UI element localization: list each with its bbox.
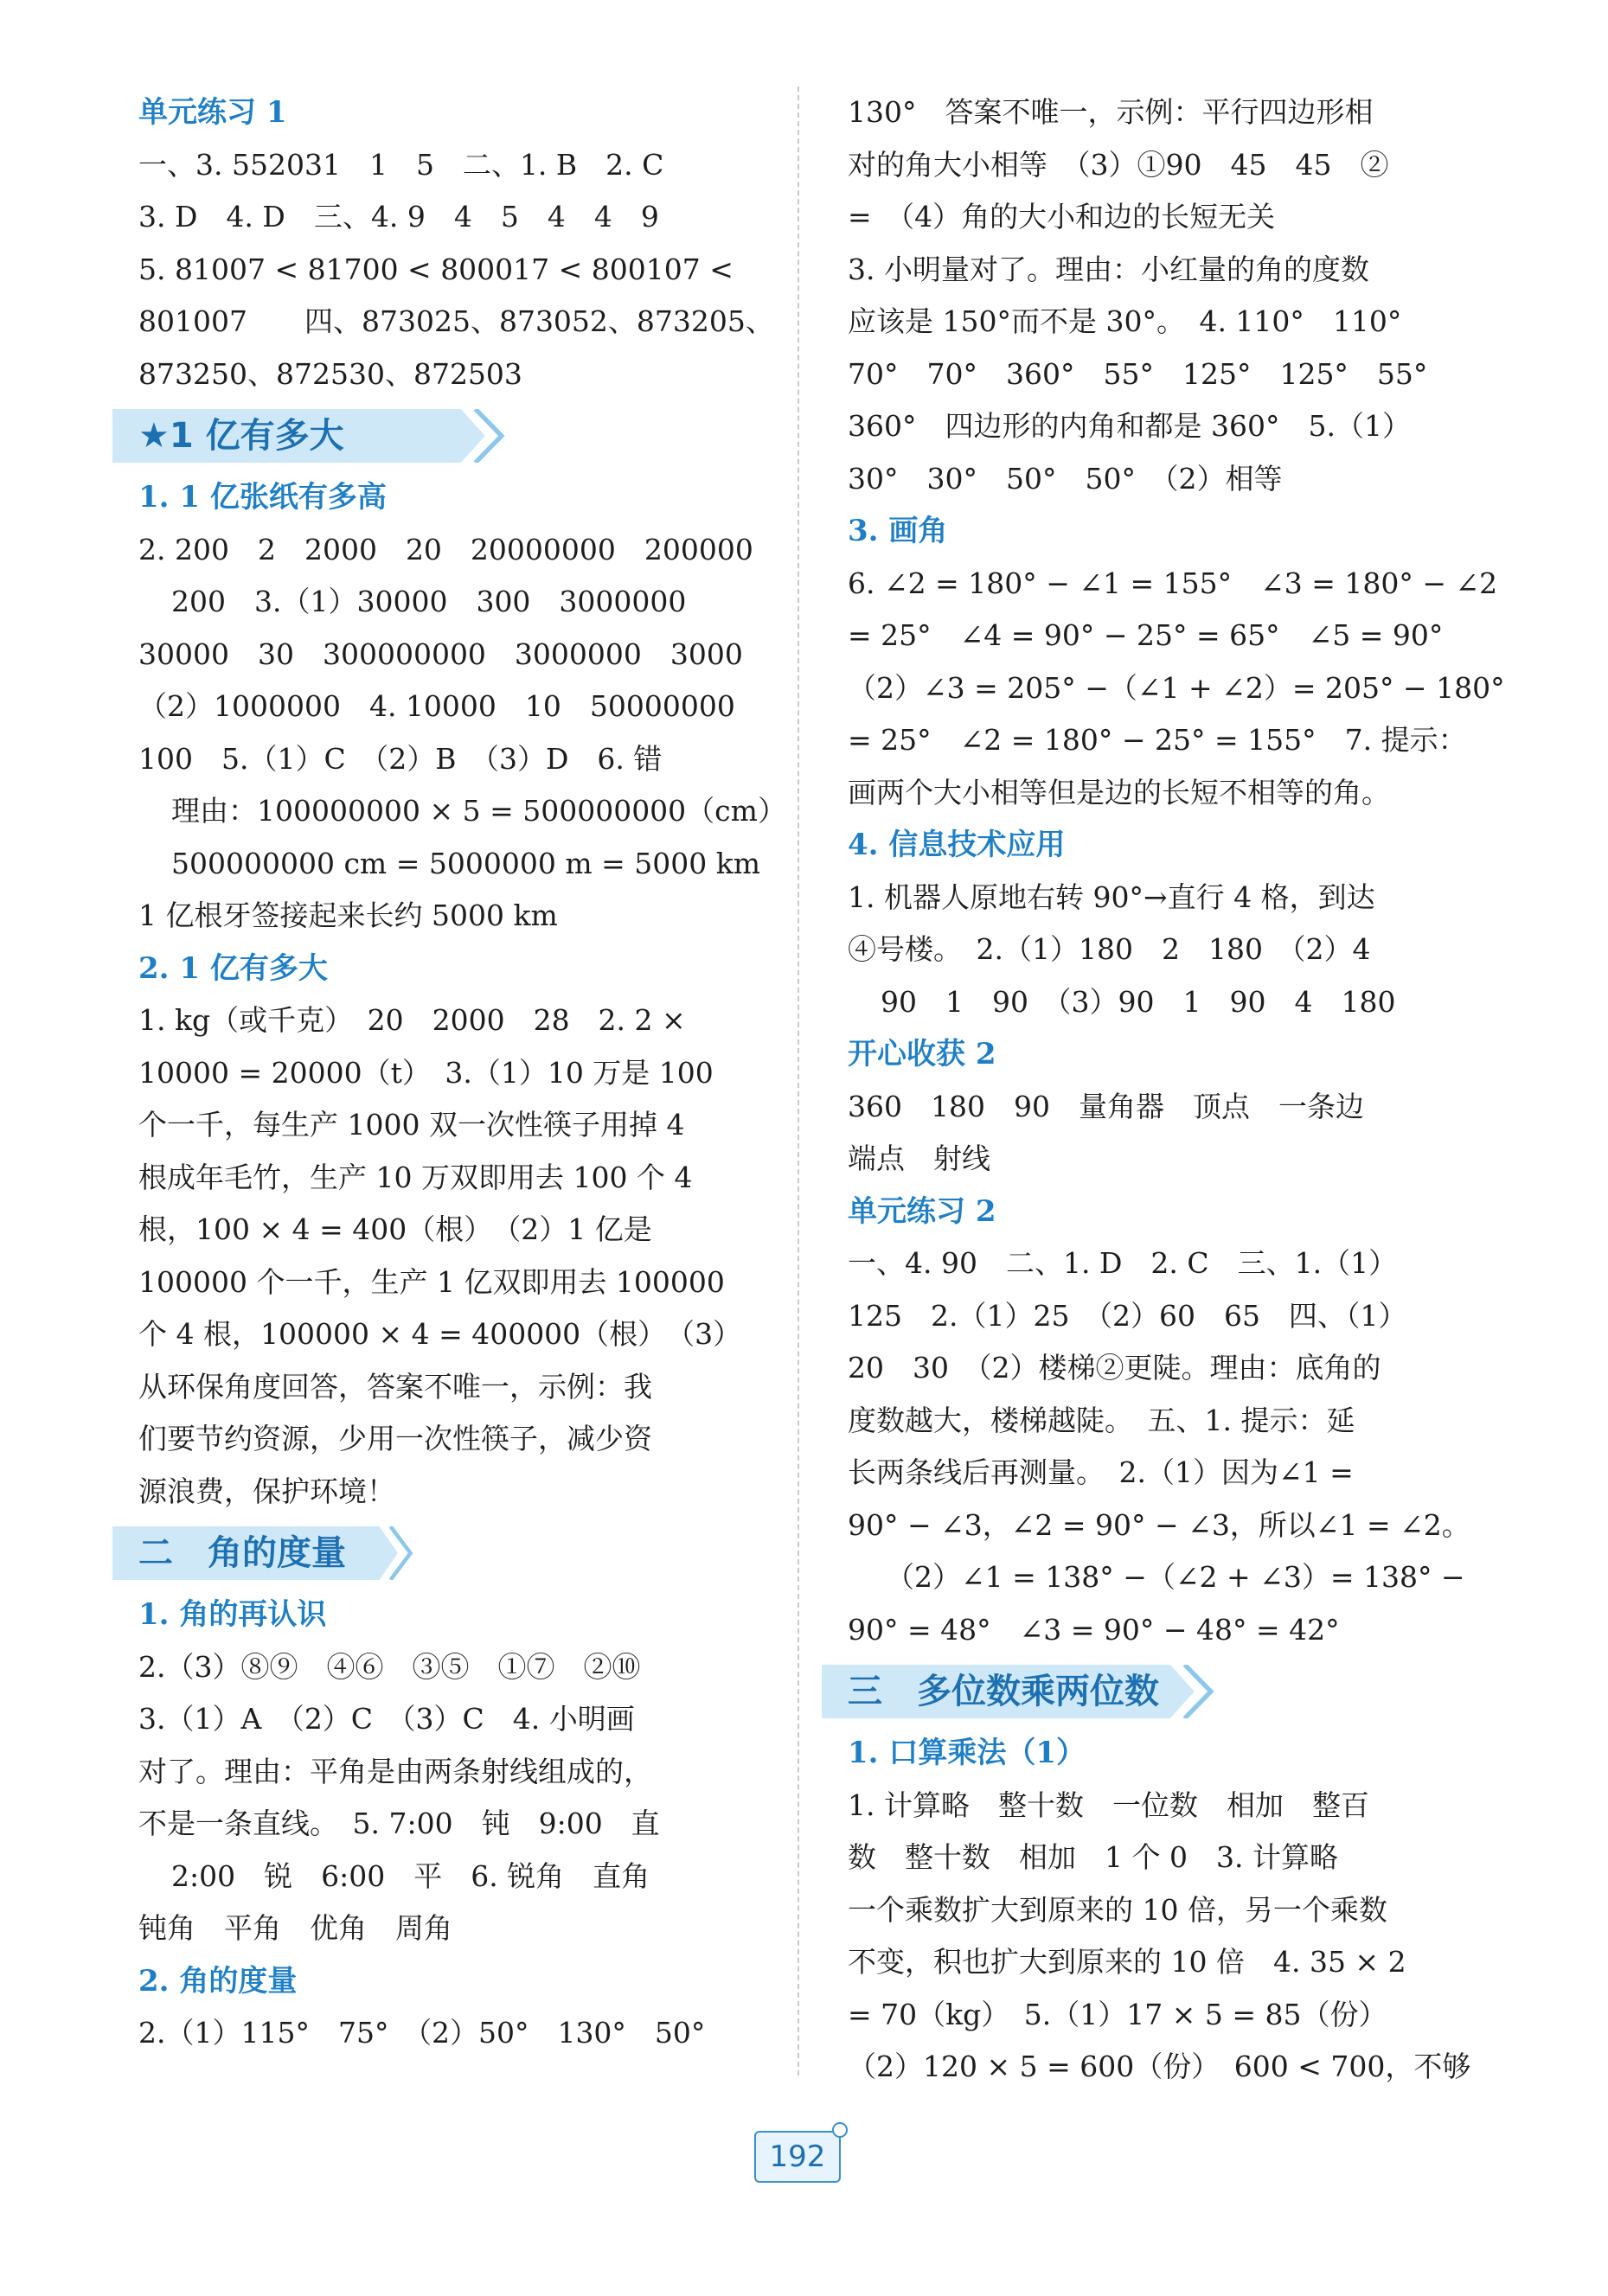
answer-line: 1. 计算略 整十数 一位数 相加 整百 — [848, 1788, 1369, 1822]
left-column — [138, 86, 786, 2060]
answer-line: 对的角大小相等 （3）①90 45 45 ② — [848, 147, 1389, 182]
answer-line: 个一千，每生产 1000 双一次性筷子用掉 4 — [138, 1108, 685, 1142]
answer-line: 数 整十数 相加 1 个 0 3. 计算略 — [848, 1840, 1338, 1874]
answer-line: = 25° ∠4 = 90° − 25° = 65° ∠5 = 90° — [848, 618, 1444, 652]
answer-line: 从环保角度回答，答案不唯一，示例：我 — [138, 1369, 652, 1404]
subheading: 开心收获 2 — [848, 1037, 996, 1071]
subheading: 2. 角的度量 — [138, 1963, 298, 1999]
answer-line: 3. 小明量对了。理由：小红量的角的度数 — [848, 252, 1369, 286]
answer-line: 1. 机器人原地右转 90°→直行 4 格，到达 — [848, 879, 1375, 914]
answer-line: 30000 30 300000000 3000000 3000 — [138, 636, 743, 671]
subheading: 单元练习 2 — [848, 1193, 996, 1229]
answer-line: 360 180 90 量角器 顶点 一条边 — [848, 1089, 1364, 1123]
answer-line: 长两条线后再测量。 2.（1）因为∠1 = — [848, 1455, 1354, 1489]
answer-line: 不是一条直线。 5. 7:00 钝 9:00 直 — [138, 1807, 660, 1840]
answer-line: 10000 = 20000（t） 3.（1）10 万是 100 — [138, 1055, 714, 1090]
answer-line: 一、3. 552031 1 5 二、1. B 2. C — [138, 147, 664, 182]
answer-line: 对了。理由：平角是由两条射线组成的， — [138, 1754, 652, 1788]
page-number-ornament — [832, 2122, 848, 2138]
answer-line: = 25° ∠2 = 180° − 25° = 155° 7. 提示： — [848, 723, 1467, 757]
answer-line: 1. kg（或千克） 20 2000 28 2. 2 × — [138, 1003, 686, 1037]
page-number-text: 192 — [769, 2139, 826, 2174]
answer-line: 不变，积也扩大到原来的 10 倍 4. 35 × 2 — [848, 1945, 1406, 1979]
answer-line: 125 2.（1）25 （2）60 65 四、（1） — [848, 1298, 1407, 1333]
answer-line: 应该是 150°而不是 30°。 4. 110° 110° — [848, 304, 1402, 338]
answer-line: 130° 答案不唯一，示例：平行四边形相 — [848, 95, 1374, 129]
answer-line: 2. 200 2 2000 20 20000000 200000 — [138, 532, 753, 566]
answer-line: 端点 射线 — [848, 1142, 990, 1175]
section-heading — [112, 406, 753, 466]
answer-line: 一、4. 90 二、1. D 2. C 三、1.（1） — [848, 1246, 1398, 1280]
subheading: 单元练习 1 — [138, 95, 287, 130]
subheading: 1. 1 亿张纸有多高 — [138, 480, 387, 515]
answer-line: （2）120 × 5 = 600（份） 600 < 700，不够 — [848, 2050, 1471, 2083]
answer-line: （2）∠1 = 138° −（∠2 + ∠3）= 138° − — [886, 1560, 1465, 1594]
answer-line: 度数越大，楼梯越陡。 五、1. 提示：延 — [848, 1403, 1355, 1437]
answer-line: 200 3.（1）30000 300 3000000 — [171, 585, 687, 618]
answer-line: 根，100 × 4 = 400（根） （2）1 亿是 — [138, 1212, 652, 1246]
subheading: 1. 口算乘法（1） — [848, 1736, 1086, 1770]
answer-line: 30° 30° 50° 50° （2）相等 — [848, 461, 1283, 496]
answer-line: 90° = 48° ∠3 = 90° − 48° = 42° — [848, 1612, 1340, 1647]
answer-line: 画两个大小相等但是边的长短不相等的角。 — [848, 775, 1390, 809]
answer-line: 一个乘数扩大到原来的 10 倍，另一个乘数 — [848, 1892, 1387, 1927]
answer-line: 源浪费，保护环境！ — [138, 1474, 395, 1508]
answer-line: （2）∠3 = 205° −（∠1 + ∠2）= 205° − 180° — [848, 670, 1505, 705]
answer-line: 2.（1）115° 75° （2）50° 130° 50° — [138, 2016, 706, 2050]
section-title: 二 角的度量 — [138, 1533, 346, 1573]
answer-line: 360° 四边形的内角和都是 360° 5.（1） — [848, 409, 1411, 443]
answer-line: 钝角 平角 优角 周角 — [138, 1911, 452, 1945]
answer-line: 70° 70° 360° 55° 125° 125° 55° — [848, 356, 1428, 391]
right-column — [848, 86, 1505, 2094]
answer-line: 873250、872530、872503 — [138, 356, 522, 391]
answer-line: 根成年毛竹，生产 10 万双即用去 100 个 4 — [138, 1160, 693, 1194]
subheading: 4. 信息技术应用 — [848, 828, 1066, 862]
answer-line: 3. D 4. D 三、4. 9 4 5 4 4 9 — [138, 200, 659, 233]
subheading: 3. 画角 — [848, 514, 948, 548]
answer-line: 1 亿根牙签接起来长约 5000 km — [138, 899, 558, 932]
answer-line: = （4）角的大小和边的长短无关 — [848, 200, 1276, 233]
answer-line: 2.（3）⑧⑨ ④⑥ ③⑤ ①⑦ ②⑩ — [138, 1649, 641, 1684]
section-title: 三 多位数乘两位数 — [848, 1672, 1159, 1711]
subheading: 2. 1 亿有多大 — [138, 950, 328, 986]
answer-line: 3.（1）A （2）C （3）C 4. 小明画 — [138, 1702, 635, 1736]
answer-line: 100 5.（1）C （2）B （3）D 6. 错 — [138, 741, 663, 776]
section-title: ★1 亿有多大 — [138, 416, 344, 456]
answer-line: 20 30 （2）楼梯②更陡。理由：底角的 — [848, 1351, 1381, 1385]
answer-line: 个 4 根，100000 × 4 = 400000（根） （3） — [138, 1317, 742, 1351]
column-divider — [798, 86, 799, 2075]
section-heading — [112, 1523, 753, 1583]
answer-line: 100000 个一千，生产 1 亿双即用去 100000 — [138, 1264, 725, 1299]
answer-line: = 70（kg） 5.（1）17 × 5 = 85（份） — [848, 1997, 1387, 2031]
answer-line: 2:00 锐 6:00 平 6. 锐角 直角 — [171, 1858, 650, 1893]
answer-line: 500000000 cm = 5000000 m = 5000 km — [171, 846, 760, 880]
section-heading — [822, 1661, 1462, 1722]
answer-line: 理由：100000000 × 5 = 500000000（cm） — [171, 794, 786, 828]
subheading: 1. 角的再认识 — [138, 1597, 327, 1632]
answer-line: 801007 四、873025、873052、873205、 — [138, 304, 774, 338]
answer-line: 90° − ∠3，∠2 = 90° − ∠3，所以∠1 = ∠2。 — [848, 1507, 1470, 1542]
answer-line: 5. 81007 < 81700 < 800017 < 800107 < — [138, 252, 734, 286]
answer-line: ④号楼。 2.（1）180 2 180 （2）4 — [848, 932, 1371, 966]
answer-line: （2）1000000 4. 10000 10 50000000 — [138, 689, 735, 723]
answer-line: 们要节约资源，少用一次性筷子，减少资 — [138, 1422, 652, 1455]
answer-line: 90 1 90 （3）90 1 90 4 180 — [881, 984, 1396, 1019]
answer-line: 6. ∠2 = 180° − ∠1 = 155° ∠3 = 180° − ∠2 — [848, 566, 1498, 600]
page-number — [754, 2131, 841, 2183]
